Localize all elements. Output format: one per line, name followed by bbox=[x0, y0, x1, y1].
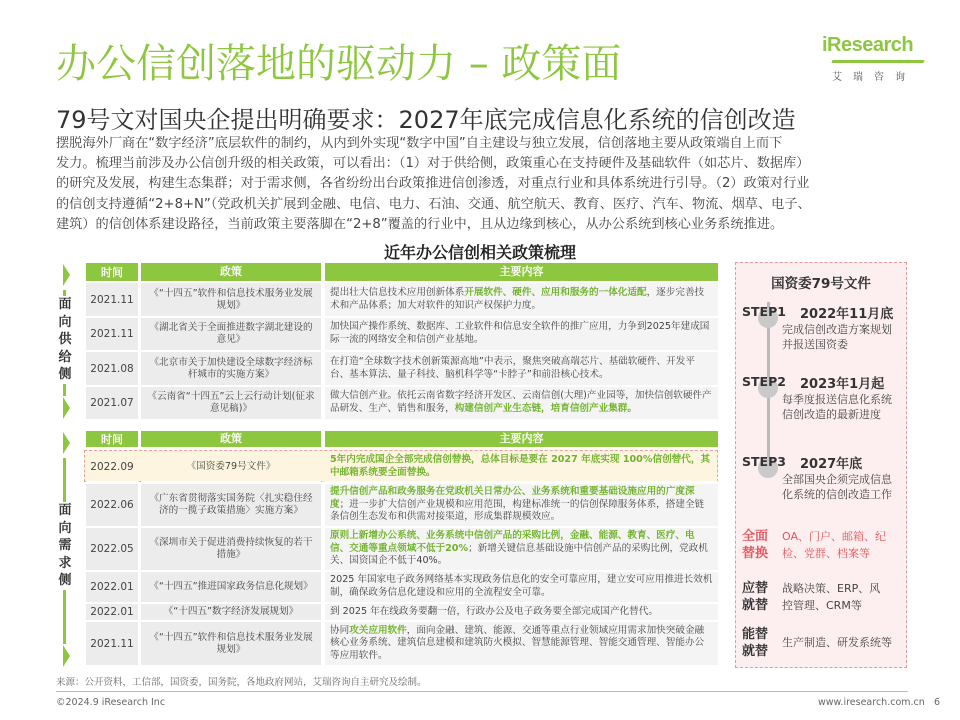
logo-chinese: 艾瑞咨询 bbox=[832, 72, 916, 83]
content-text: 加快国产操作系统、数据库、工业软件和信息安全软件的推广应用，力争到2025年建成国际一流的网络安全和信创产业基地。 bbox=[330, 321, 710, 345]
content-text: 协同 bbox=[330, 624, 350, 636]
side-label-char: 求 bbox=[58, 555, 72, 571]
step-date: 2022年11月底 bbox=[800, 307, 894, 322]
arrow-marker-icon bbox=[63, 645, 70, 667]
step-desc: 化系统的信创改造工作 bbox=[782, 488, 892, 501]
row-policy: 《国资委79号文件》 bbox=[141, 452, 321, 482]
paragraph-line: 的研究及发展，构建生态集群；对于需求侧，各省纷纷出台政策推进信创渗透，对重点行业和具体系统进行引导。（2）政策对行业 bbox=[56, 176, 810, 192]
group-value: 检、党群、档案等 bbox=[782, 547, 870, 560]
content-text: 做大信创产业。依托云南省数字经济开发区、云南信创(大理)产业园等，加快信创软硬件产品研发、生产、销售和服务， bbox=[330, 390, 712, 414]
group-value: 战略决策、ERP、风 bbox=[782, 582, 881, 595]
table-row bbox=[86, 528, 718, 571]
group-key: 能替 bbox=[742, 627, 769, 642]
row-content bbox=[325, 452, 718, 482]
demand-table-header bbox=[86, 431, 718, 448]
table-row bbox=[86, 352, 718, 386]
row-date: 2022.09 bbox=[86, 452, 138, 482]
row-content bbox=[325, 283, 718, 317]
step-desc: 每季度报送信息化系统 bbox=[782, 393, 892, 406]
table-row bbox=[86, 622, 718, 666]
side-label-char: 供 bbox=[58, 332, 72, 347]
row-content-text bbox=[330, 486, 713, 524]
footer-copyright: ©2024.9 iResearch Inc bbox=[56, 697, 166, 708]
arrow-marker-icon bbox=[63, 397, 70, 419]
row-policy: 《广东省贯彻落实国务院〈扎实稳住经济的一揽子政策措施〉实施方案》 bbox=[141, 484, 321, 527]
row-policy: 《深圳市关于促进消费持续恢复的若干措施》 bbox=[141, 528, 321, 571]
content-highlight: 构建信创产业生态链，培育信创产业集群。 bbox=[454, 403, 637, 414]
table-row bbox=[86, 604, 718, 621]
panel-title: 国资委79号文件 bbox=[771, 276, 871, 292]
row-date: 2021.07 bbox=[86, 387, 138, 420]
group-key: 就替 bbox=[742, 644, 769, 659]
paragraph-line: 发力。梳理当前涉及办公信创升级的相关政策，可以看出：（1）对于供给侧，政策重心在支持硬件及基础软件（如芯片、数据库） bbox=[56, 156, 810, 172]
table-row bbox=[86, 452, 718, 482]
row-policy: 《“十四五”推进国家政务信息化规划》 bbox=[141, 572, 321, 603]
supply-side-label bbox=[54, 296, 76, 384]
header-policy: 政策 bbox=[141, 263, 321, 282]
step-desc: 全部国央企须完成信息 bbox=[782, 473, 892, 486]
row-content-text bbox=[330, 390, 713, 415]
row-content bbox=[325, 622, 718, 666]
row-content bbox=[325, 528, 718, 571]
row-content bbox=[325, 484, 718, 527]
header-policy: 政策 bbox=[141, 431, 321, 448]
row-content-text bbox=[330, 606, 658, 619]
side-label-char: 面 bbox=[58, 503, 72, 518]
demand-side-label bbox=[54, 502, 76, 590]
step-date: 2027年底 bbox=[800, 457, 863, 472]
group-value: OA、门户、邮箱、纪 bbox=[782, 530, 886, 543]
row-content-text bbox=[330, 454, 713, 479]
arrow-marker-icon bbox=[63, 264, 70, 286]
row-date: 2021.11 bbox=[86, 318, 138, 351]
header-date: 时间 bbox=[86, 263, 138, 282]
step-desc: 完成信创改造方案规划 bbox=[782, 323, 892, 336]
header-content: 主要内容 bbox=[325, 431, 718, 448]
step-date: 2023年1月起 bbox=[800, 377, 885, 392]
content-highlight: 开展软件、硬件、应用和服务的一体化适配 bbox=[464, 286, 647, 298]
row-date: 2021.11 bbox=[86, 283, 138, 317]
row-content-text bbox=[330, 321, 713, 346]
row-content-text bbox=[330, 287, 713, 312]
content-text: 到 2025 年在线政务要翻一倍，行政办公及电子政务要全部完成国产化替代。 bbox=[330, 605, 658, 617]
row-content bbox=[325, 604, 718, 621]
table-row bbox=[86, 387, 718, 420]
group-key: 替换 bbox=[742, 546, 769, 561]
page-subtitle: 79号文对国央企提出明确要求：2027年底完成信息化系统的信创改造 bbox=[56, 106, 796, 134]
content-text: ，逐步完善技术和产品体系；加大对软件的知识产权保护力度。 bbox=[330, 286, 705, 311]
step-label: STEP1 bbox=[742, 304, 786, 319]
group-value: 控管理、CRM等 bbox=[782, 599, 862, 612]
content-highlight: 攻关应用软件 bbox=[349, 624, 407, 636]
table-title: 近年办公信创相关政策梳理 bbox=[383, 243, 576, 262]
side-label-char: 侧 bbox=[58, 367, 72, 382]
header-content: 主要内容 bbox=[325, 263, 718, 282]
row-content-text bbox=[330, 625, 713, 663]
iresearch-logo bbox=[822, 30, 932, 90]
content-text: 在打造“全球数字技术创新策源高地”中表示，聚焦突破高端芯片、基础软硬件、开发平台、基本算法、量子科技、脑机科学等“卡脖子”和前沿核心技术。 bbox=[330, 355, 695, 380]
row-date: 2021.11 bbox=[86, 622, 138, 666]
row-date: 2022.01 bbox=[86, 604, 138, 621]
content-text: ；进一步扩大信创产业规模和应用范围，构建标准统一的信创保障服务体系，搭建全链条信创生态发布和供需对接渠道，形成集群规模效应。 bbox=[330, 498, 705, 523]
side-label-char: 向 bbox=[58, 314, 72, 330]
intro-paragraph bbox=[56, 134, 908, 235]
header-date: 时间 bbox=[86, 431, 138, 448]
footer-divider bbox=[56, 691, 908, 692]
side-label-char: 需 bbox=[58, 538, 72, 553]
source-note: 来源：公开资料，工信部，国资委，国务院，各地政府网站，艾瑞咨询自主研究及绘制。 bbox=[56, 677, 427, 688]
row-date: 2022.01 bbox=[86, 572, 138, 603]
row-date: 2022.06 bbox=[86, 484, 138, 527]
step-desc: 并报送国资委 bbox=[782, 338, 848, 351]
arrow-marker-icon bbox=[63, 432, 70, 454]
row-content bbox=[325, 387, 718, 420]
row-policy: 《“十四五”软件和信息技术服务业发展规划》 bbox=[141, 622, 321, 666]
table-row bbox=[86, 283, 718, 317]
step-desc: 信创改造的最新进度 bbox=[782, 408, 881, 421]
side-label-char: 侧 bbox=[58, 573, 72, 588]
row-policy: 《“十四五”软件和信息技术服务业发展规划》 bbox=[141, 283, 321, 317]
content-text: 提出壮大信息技术应用创新体系 bbox=[330, 286, 465, 298]
group-key: 就替 bbox=[742, 598, 769, 613]
row-policy: 《云南省“十四五”云上云行动计划(征求意见稿)》 bbox=[141, 387, 321, 420]
step-label: STEP3 bbox=[742, 454, 786, 469]
paragraph-line: 摆脱海外厂商在“数字经济”底层软件的制约，从内到外实现“数字中国”自主建设与独立发展，信创落地主要从政策端自上而下 bbox=[56, 136, 783, 151]
page-title: 办公信创落地的驱动力 – 政策面 bbox=[56, 41, 622, 87]
logo-underline bbox=[831, 60, 924, 63]
side-label-char: 给 bbox=[58, 349, 72, 365]
content-text: ；新增关键信息基础设施中信创产品的采购比例，党政机关、国资国企不低于40%。 bbox=[330, 542, 708, 567]
row-policy: 《湖北省关于全面推进数字湖北建设的意见》 bbox=[141, 318, 321, 351]
row-content-text bbox=[330, 530, 713, 568]
row-content-text bbox=[330, 574, 713, 599]
logo-wordmark: iResearch bbox=[822, 34, 914, 56]
content-text: 2025 年国家电子政务网络基本实现政务信息化的安全可靠应用，建立安可应用推进长效机制，确保政务信息化建设和应用的全流程安全可靠。 bbox=[330, 574, 713, 598]
paragraph-line: 的信创支持遵循“2+8+N”（党政机关扩展到金融、电信、电力、石油、交通、航空航天、教育、医疗、汽车、物流、烟草、电子、 bbox=[56, 196, 811, 212]
group-value: 生产制造、研发系统等 bbox=[782, 636, 892, 649]
footer-url: www.iresearch.com.cn bbox=[818, 697, 925, 708]
row-date: 2021.08 bbox=[86, 352, 138, 386]
row-content bbox=[325, 352, 718, 386]
row-content bbox=[325, 318, 718, 351]
content-highlight: 5年内完成国企全部完成信创替换，总体目标是要在 2027 年底实现 100%信创替代，其中邮箱系统要全面替换。 bbox=[330, 453, 711, 478]
content-highlight: 提升信创产品和政务服务在党政机关日常办公、业务系统和重要基础设施应用的广度深度 bbox=[330, 486, 695, 510]
row-content bbox=[325, 572, 718, 603]
table-row bbox=[86, 318, 718, 351]
row-policy: 《“十四五”数字经济发展规划》 bbox=[141, 604, 321, 621]
row-policy: 《北京市关于加快建设全球数字经济标杆城市的实施方案》 bbox=[141, 352, 321, 386]
side-label-char: 向 bbox=[58, 520, 72, 536]
paragraph-line: 建筑）的信创体系建设路径，当前政策主要落脚在“2+8”覆盖的行业中，且从边缘到核心，从办公系统到核心业务系统推进。 bbox=[56, 216, 784, 232]
side-label-char: 面 bbox=[58, 297, 72, 312]
supply-table-header bbox=[86, 263, 718, 282]
content-highlight: 原则上新增办公系统、业务系统中信创产品的采购比例，金融、能源、教育、医疗、电信、交通等重点领域不低于20% bbox=[330, 530, 695, 554]
table-row bbox=[86, 572, 718, 603]
row-content-text bbox=[330, 356, 713, 381]
step-label: STEP2 bbox=[742, 374, 786, 389]
group-key: 应替 bbox=[742, 581, 769, 596]
row-date: 2022.05 bbox=[86, 528, 138, 571]
page-number: 6 bbox=[934, 697, 941, 708]
content-text: ，面向金融、建筑、能源、交通等重点行业领域应用需求加快突破金融核心业务系统、建筑信息建模和建筑防火模拟、智慧能源管理、智能交通管理、智能办公等应用软件。 bbox=[330, 624, 705, 661]
group-key: 全面 bbox=[742, 529, 769, 544]
table-row bbox=[86, 484, 718, 527]
